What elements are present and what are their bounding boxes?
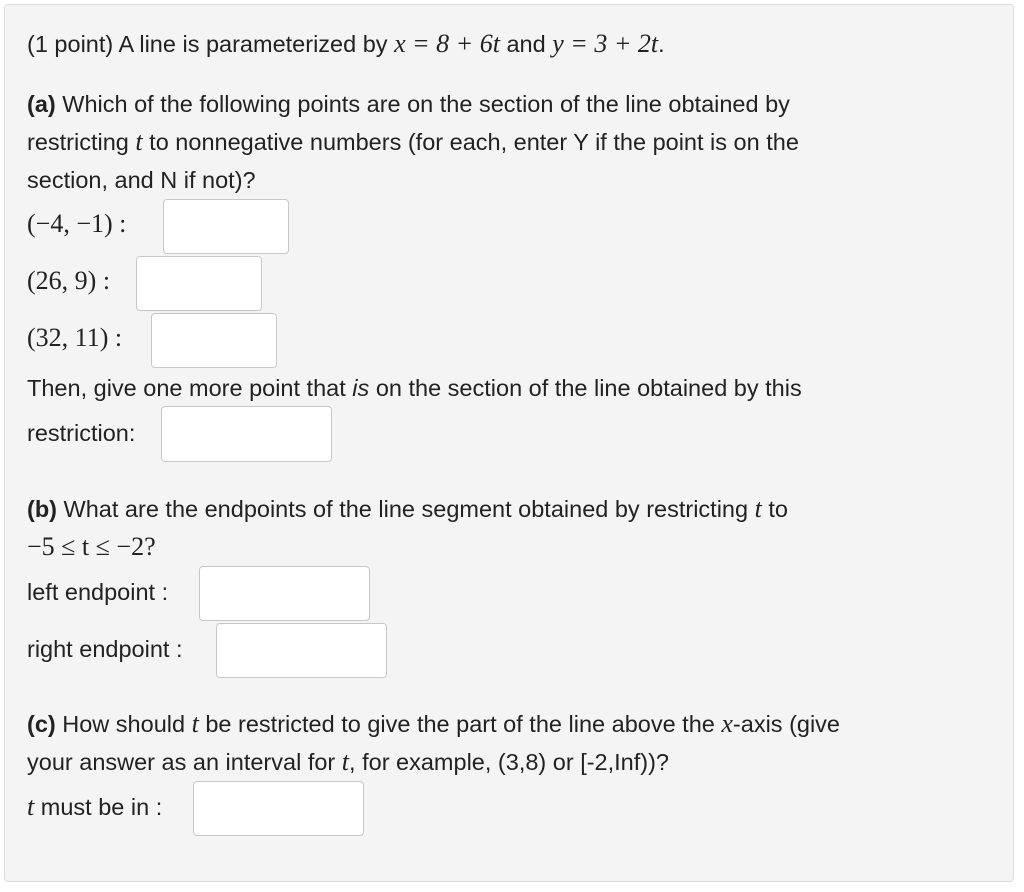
right-endpoint-label: right endpoint : [27, 636, 183, 662]
part-c-label: (c) [27, 711, 56, 737]
colon: : [108, 323, 123, 352]
x-equation: x = 8 + 6 [394, 29, 493, 58]
restriction-row [27, 414, 135, 452]
answer-input-extra-point[interactable] [161, 406, 332, 462]
t-interval-row [27, 788, 162, 826]
part-c-text-1-pre: How should [62, 711, 186, 737]
part-a-text-2-pre: restricting [27, 129, 129, 155]
restriction-label: restriction: [27, 420, 136, 446]
t-variable: t [135, 127, 143, 156]
point-row-2 [27, 262, 110, 300]
t-interval-label: must be in : [40, 794, 163, 820]
point-label: (−4, −1) [27, 209, 113, 238]
part-b-range: −5 ≤ t ≤ −2? [27, 532, 156, 561]
point-label: (32, 11) [27, 323, 109, 352]
period: . [658, 31, 665, 57]
intro-text: A line is parameterized by [118, 31, 388, 57]
t-variable: t [492, 29, 500, 58]
colon: : [112, 209, 127, 238]
t-variable: t [341, 747, 350, 776]
part-b-label: (b) [27, 496, 58, 522]
points-label: (1 point) [27, 31, 114, 57]
part-a-text-2-post: to nonnegative numbers (for each, enter Y if the point is on the [149, 129, 799, 155]
colon: : [96, 266, 111, 295]
part-b-line-2 [27, 528, 156, 566]
answer-input-point-3[interactable] [151, 313, 277, 368]
then-text-pre: Then, give one more point that [27, 375, 346, 401]
answer-input-point-1[interactable] [163, 199, 289, 254]
part-b-text-1: What are the endpoints of the line segment obtained by restricting [63, 496, 749, 522]
answer-input-point-2[interactable] [136, 256, 262, 311]
and-text: and [506, 31, 546, 57]
answer-input-left-endpoint[interactable] [199, 566, 370, 621]
part-a-text-1: Which of the following points are on the section of the line obtained by [62, 91, 790, 117]
then-is: is [352, 375, 370, 401]
x-variable: x [721, 709, 733, 738]
t-variable: t [191, 709, 199, 738]
t-variable: t [27, 792, 35, 821]
part-c-line-1 [27, 705, 840, 743]
point-row-3 [27, 319, 122, 357]
left-endpoint-label: left endpoint : [27, 579, 169, 605]
point-label: (26, 9) [27, 266, 97, 295]
left-endpoint-row [27, 573, 168, 611]
right-endpoint-row [27, 630, 182, 668]
part-a-text-3: section, and N if not)? [27, 167, 256, 193]
t-variable: t [754, 494, 762, 523]
part-a-line-2 [27, 123, 799, 161]
answer-input-t-interval[interactable] [193, 781, 364, 836]
part-c-text-2-post: , for example, (3,8) or [-2,Inf))? [349, 749, 670, 775]
part-c-text-1-mid: be restricted to give the part of the line above the [205, 711, 715, 737]
point-row-1 [27, 205, 126, 243]
part-b-to: to [768, 496, 788, 522]
problem-intro [27, 25, 665, 63]
y-equation: y = 3 + 2 [552, 29, 651, 58]
then-line [27, 369, 802, 407]
part-a-line-3 [27, 161, 256, 199]
then-text-post: on the section of the line obtained by this [375, 375, 802, 401]
answer-input-right-endpoint[interactable] [216, 623, 387, 678]
part-c-text-2-pre: your answer as an interval for [27, 749, 336, 775]
problem-panel [4, 4, 1014, 882]
part-c-text-1-post: -axis (give [732, 711, 841, 737]
part-b-line-1 [27, 490, 788, 528]
t-variable: t [650, 29, 659, 58]
part-a-line-1 [27, 85, 790, 123]
part-a-label: (a) [27, 91, 56, 117]
part-c-line-2 [27, 743, 669, 781]
